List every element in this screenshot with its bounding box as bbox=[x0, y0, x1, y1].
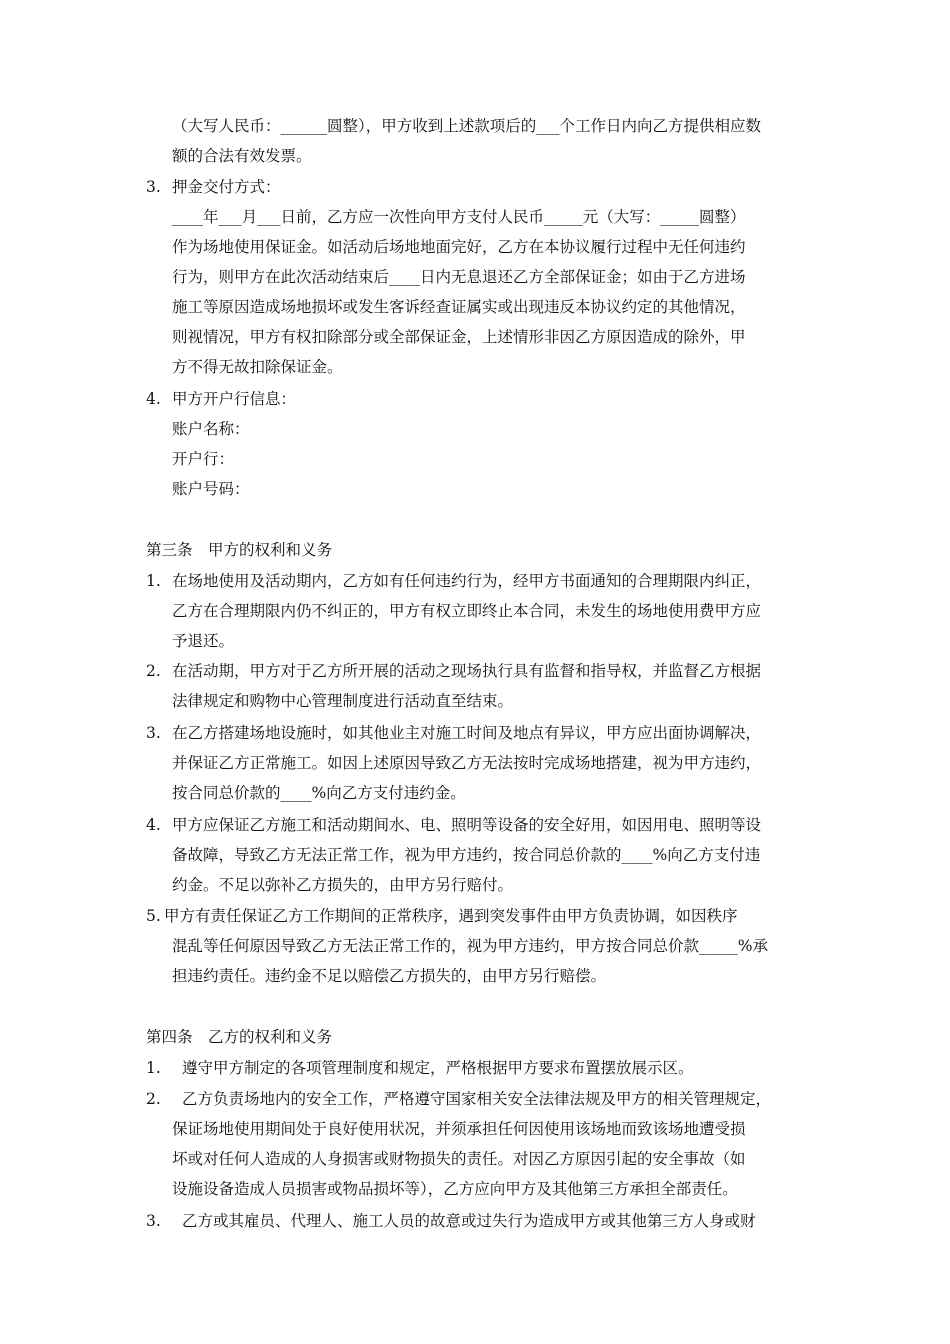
s2-item-3-title: 押金交付方式： bbox=[172, 178, 281, 196]
art3-item-4-line: 约金。不足以弥补乙方损失的，由甲方另行赔付。 bbox=[172, 876, 514, 894]
art3-item-5-line: 担违约责任。违约金不足以赔偿乙方损失的，由甲方另行赔偿。 bbox=[172, 967, 607, 985]
art3-item-5-line: 甲方有责任保证乙方工作期间的正常秩序，遇到突发事件由甲方负责协调，如因秩序 bbox=[164, 907, 738, 925]
s2-cont-line-2: 额的合法有效发票。 bbox=[172, 147, 312, 165]
s2-item-3-line: 行为，则甲方在此次活动结束后____日内无息退还乙方全部保证金；如由于乙方进场 bbox=[172, 268, 746, 286]
art4-item-2-line: 坏或对任何人造成的人身损害或财物损失的责任。对因乙方原因引起的安全事故（如 bbox=[172, 1150, 746, 1168]
art4-item-2-number: 2. bbox=[146, 1090, 161, 1108]
bank-label: 开户行： bbox=[172, 450, 235, 468]
account-name-label: 账户名称： bbox=[172, 420, 250, 438]
article-4-heading: 第四条 乙方的权利和义务 bbox=[146, 1028, 333, 1046]
art4-item-2-line: 保证场地使用期间处于良好使用状况，并须承担任何因使用该场地而致该场地遭受损 bbox=[172, 1120, 746, 1138]
art3-item-1-line: 予退还。 bbox=[172, 632, 235, 650]
art4-item-2-line: 乙方负责场地内的安全工作，严格遵守国家相关安全法律法规及甲方的相关管理规定， bbox=[182, 1090, 772, 1108]
art3-item-1-line: 乙方在合理期限内仍不纠正的，甲方有权立即终止本合同，未发生的场地使用费甲方应 bbox=[172, 602, 762, 620]
s2-item-4-title: 甲方开户行信息： bbox=[172, 390, 297, 408]
art3-item-2-number: 2. bbox=[146, 662, 161, 680]
s2-item-3-line: 方不得无故扣除保证金。 bbox=[172, 358, 343, 376]
s2-item-3-line: 施工等原因造成场地损坏或发生客诉经查证属实或出现违反本协议约定的其他情况， bbox=[172, 298, 746, 316]
art3-item-1-number: 1. bbox=[146, 572, 161, 590]
s2-item-3-line: 则视情况，甲方有权扣除部分或全部保证金，上述情形非因乙方原因造成的除外，甲 bbox=[172, 328, 746, 346]
art3-item-4-line: 甲方应保证乙方施工和活动期间水、电、照明等设备的安全好用，如因用电、照明等设 bbox=[172, 816, 762, 834]
art4-item-3-number: 3. bbox=[146, 1212, 161, 1230]
art3-item-3-line: 按合同总价款的____%向乙方支付违约金。 bbox=[172, 784, 466, 802]
s2-item-4-number: 4. bbox=[146, 390, 161, 408]
s2-item-3-line: ____年___月___日前，乙方应一次性向甲方支付人民币_____元（大写：_____圆整） bbox=[172, 208, 746, 226]
art3-item-3-number: 3. bbox=[146, 724, 161, 742]
s2-item-3-number: 3. bbox=[146, 178, 161, 196]
art4-item-2-line: 设施设备造成人员损害或物品损坏等），乙方应向甲方及其他第三方承担全部责任。 bbox=[172, 1180, 738, 1198]
art4-item-1-line: 遵守甲方制定的各项管理制度和规定，严格根据甲方要求布置摆放展示区。 bbox=[182, 1059, 694, 1077]
art3-item-3-line: 在乙方搭建场地设施时，如其他业主对施工时间及地点有异议，甲方应出面协调解决， bbox=[172, 724, 762, 742]
art3-item-5-line: 混乱等任何原因导致乙方无法正常工作的，视为甲方违约，甲方按合同总价款_____%承 bbox=[172, 937, 768, 955]
s2-item-3-line: 作为场地使用保证金。如活动后场地地面完好，乙方在本协议履行过程中无任何违约 bbox=[172, 238, 746, 256]
art3-item-4-line: 备故障，导致乙方无法正常工作，视为甲方违约，按合同总价款的____%向乙方支付违 bbox=[172, 846, 761, 864]
article-3-heading: 第三条 甲方的权利和义务 bbox=[146, 541, 333, 559]
s2-cont-line-1: （大写人民币：______圆整），甲方收到上述款项后的___个工作日内向乙方提供相应数 bbox=[172, 117, 762, 135]
art3-item-1-line: 在场地使用及活动期内，乙方如有任何违约行为，经甲方书面通知的合理期限内纠正， bbox=[172, 572, 762, 590]
art3-item-2-line: 在活动期，甲方对于乙方所开展的活动之现场执行具有监督和指导权，并监督乙方根据 bbox=[172, 662, 762, 680]
art4-item-1-number: 1. bbox=[146, 1059, 161, 1077]
art4-item-3-line: 乙方或其雇员、代理人、施工人员的故意或过失行为造成甲方或其他第三方人身或财 bbox=[182, 1212, 756, 1230]
account-number-label: 账户号码： bbox=[172, 480, 250, 498]
art3-item-2-line: 法律规定和购物中心管理制度进行活动直至结束。 bbox=[172, 692, 514, 710]
art3-item-4-number: 4. bbox=[146, 816, 161, 834]
art3-item-5-number: 5. bbox=[146, 907, 161, 925]
art3-item-3-line: 并保证乙方正常施工。如因上述原因导致乙方无法按时完成场地搭建，视为甲方违约， bbox=[172, 754, 762, 772]
